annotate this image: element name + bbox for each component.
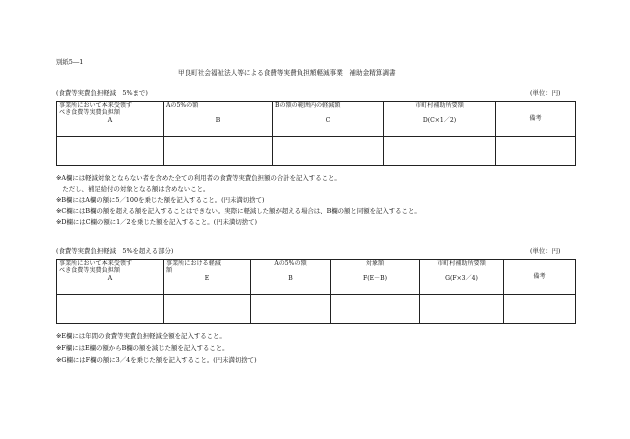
s2-col-a-header: 事業所において本来受領す べき食費等実費負担額 A bbox=[57, 260, 164, 295]
s2-col-g-header: 市町村補助所要額 G(F×3／4) bbox=[420, 260, 504, 295]
section1-unit: (単位：円) bbox=[530, 89, 561, 97]
section1-heading: (食費等実費負担軽減 5%まで) bbox=[56, 89, 148, 97]
s1-cell-d[interactable] bbox=[384, 137, 496, 166]
s1-col-d-header: 市町村補助所要額 D(C×1／2) bbox=[384, 102, 496, 137]
s2-cell-e[interactable] bbox=[164, 295, 251, 324]
section2-note: ※E欄には年間の食費等実費負担軽減全額を記入すること。 bbox=[56, 332, 226, 340]
section2-note: ※G欄にはF欄の額に3／4を乗じた額を記入すること。(円未満切捨て) bbox=[56, 356, 257, 364]
section1-note: ※C欄にはB欄の額を超える額を記入することはできない。実際に軽減した額が超える場合は、B欄の額と同額を記入すること。 bbox=[56, 207, 421, 215]
s2-cell-g[interactable] bbox=[420, 295, 504, 324]
section1-data-row bbox=[57, 137, 576, 166]
section2-unit: (単位：円) bbox=[530, 247, 561, 255]
section1-header-row bbox=[57, 102, 576, 137]
s1-col-a-header: 事業所において本来受領す べき食費等実費負担額 A bbox=[57, 102, 164, 137]
section2-header-row bbox=[57, 260, 576, 295]
s2-col-e-header: 事業所における軽減 額 E bbox=[164, 260, 251, 295]
section1-note: ただし、補足給付の対象となる額は含めないこと。 bbox=[56, 185, 210, 193]
section1-note: ※B欄にはA欄の額に5／100を乗じた額を記入すること。(円未満切捨て) bbox=[56, 196, 265, 204]
section2-note: ※F欄にはE欄の額からB欄の額を減じた額を記入すること。 bbox=[56, 344, 229, 352]
section2-heading: (食費等実費負担軽減 5%を超える部分) bbox=[56, 247, 174, 255]
section1-note: ※A欄には軽減対象とならない者を含めた全ての利用者の食費等実費負担額の合計を記入すること。 bbox=[56, 174, 341, 182]
section2-data-row bbox=[57, 295, 576, 324]
s2-col-remarks-header: 備考 bbox=[504, 260, 576, 295]
document-id: 別紙5―1 bbox=[56, 58, 84, 66]
s1-cell-remarks[interactable] bbox=[496, 137, 576, 166]
s1-cell-c[interactable] bbox=[273, 137, 384, 166]
section1-note: ※D欄にはC欄の額に1／2を乗じた額を記入すること。(円未満切捨て) bbox=[56, 218, 258, 226]
s1-col-remarks-header: 備考 bbox=[496, 102, 576, 137]
s2-cell-a[interactable] bbox=[57, 295, 164, 324]
s2-cell-b[interactable] bbox=[251, 295, 331, 324]
section1-table bbox=[56, 101, 576, 166]
s1-cell-b[interactable] bbox=[164, 137, 273, 166]
s1-col-b-header: Aの5%の額 B bbox=[164, 102, 273, 137]
s2-col-b-header: Aの5%の額 B bbox=[251, 260, 331, 295]
section2-table bbox=[56, 259, 576, 324]
s1-cell-a[interactable] bbox=[57, 137, 164, 166]
s2-cell-remarks[interactable] bbox=[504, 295, 576, 324]
document-title: 甲良町社会福祉法人等による食費等実費負担額軽減事業 補助金精算調書 bbox=[178, 69, 396, 77]
s1-col-c-header: Bの額の範囲内の軽減額 C bbox=[273, 102, 384, 137]
s2-col-f-header: 対象額 F(E－B) bbox=[331, 260, 420, 295]
s2-cell-f[interactable] bbox=[331, 295, 420, 324]
